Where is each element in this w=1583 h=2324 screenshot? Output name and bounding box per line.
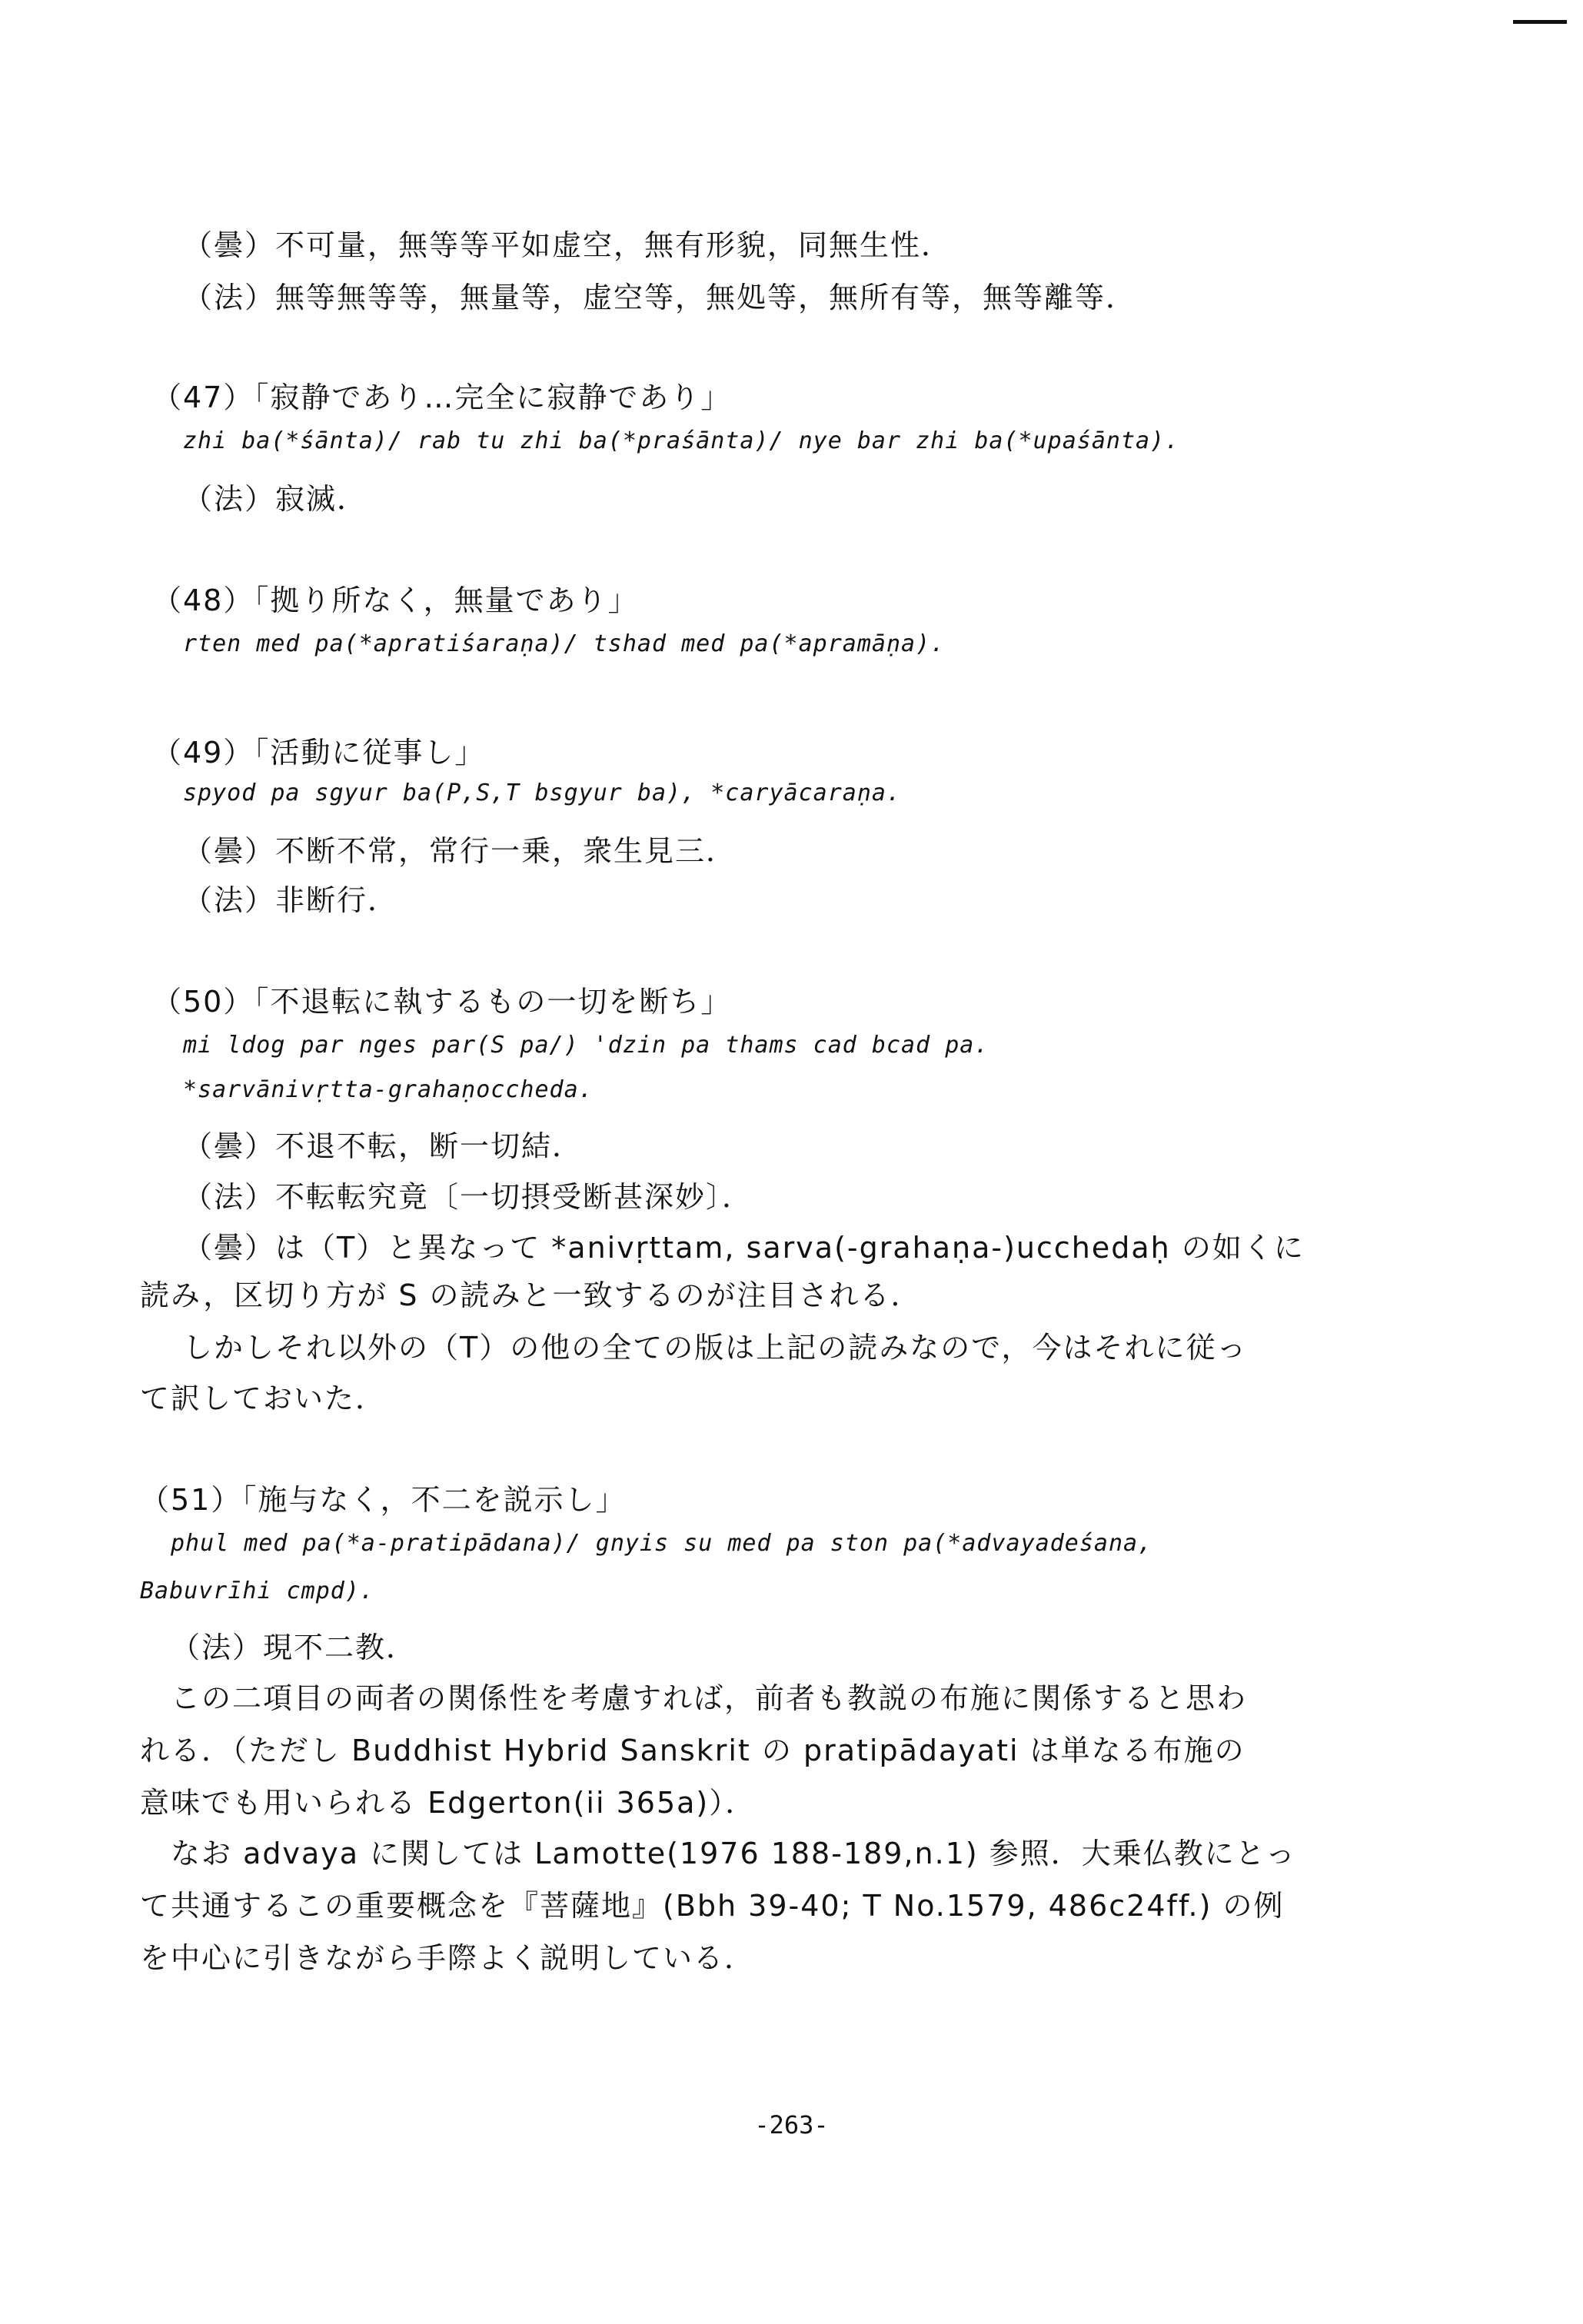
line-13: mi ldog par nges par(S pa/) 'dzin pa thams cad bcad pa. <box>183 1032 989 1059</box>
line-23: Babuvrīhi cmpd). <box>140 1578 374 1604</box>
line-14: *sarvānivṛtta-grahaṇoccheda. <box>183 1076 594 1103</box>
line-18: 読み，区切り方が S の読みと一致するのが注目される． <box>140 1278 922 1312</box>
line-21: （51）「施与なく，不二を説示し」 <box>140 1483 627 1517</box>
line-15: （曇）不退不転，断一切結． <box>183 1129 584 1163</box>
line-3: （47）「寂静であり…完全に寂静であり」 <box>152 381 732 414</box>
line-4: zhi ba(*śānta)/ rab tu zhi ba(*praśānta)/ nye bar zhi ba(*upaśānta). <box>183 427 1180 454</box>
line-6: （48）「拠り所なく，無量であり」 <box>152 583 639 617</box>
line-11: （法）非断行． <box>183 883 399 917</box>
line-25: この二項目の両者の関係性を考慮すれば，前者も教説の布施に関係すると思わ <box>171 1681 1248 1715</box>
line-20: て訳しておいた． <box>140 1381 387 1415</box>
line-10: （曇）不断不常，常行一乗，衆生見三． <box>183 834 737 868</box>
corner-mark <box>1513 20 1567 24</box>
line-27: 意味でも用いられる Edgerton(ii 365a)）． <box>140 1786 757 1820</box>
line-1: （曇）不可量，無等等平如虚空，無有形貌，同無生性． <box>183 228 953 262</box>
line-8: （49）「活動に従事し」 <box>152 736 486 770</box>
line-28: なお advaya に関しては Lamotte(1976 188-189,n.1) 参照．大乗仏教にとっ <box>171 1837 1297 1870</box>
line-22: phul med pa(*a-pratipādana)/ gnyis su med pa ston pa(*advayadeśana, <box>171 1530 1153 1557</box>
line-7: rten med pa(*apratiśaraṇa)/ tshad med pa(*apramāṇa). <box>183 630 946 657</box>
line-16: （法）不転転究竟〔一切摂受断甚深妙〕． <box>183 1180 753 1214</box>
line-17: （曇）は（T）と異なって *anivṛttam, sarva(-grahaṇa-)ucchedaḥ の如くに <box>183 1231 1305 1265</box>
line-9: spyod pa sgyur ba(P,S,T bsgyur ba), *caryācaraṇa. <box>183 780 902 806</box>
line-26: れる．（ただし Buddhist Hybrid Sanskrit の pratipādayati は単なる布施の <box>140 1734 1245 1767</box>
line-30: を中心に引きながら手際よく説明している． <box>140 1941 756 1975</box>
line-12: （50）「不退転に執するもの一切を断ち」 <box>152 985 732 1019</box>
line-29: て共通するこの重要概念を『菩薩地』(Bbh 39-40; T No.1579, 486c24ff.) の例 <box>140 1889 1285 1923</box>
page-number: -263- <box>754 2110 829 2139</box>
line-5: （法）寂滅． <box>183 482 368 516</box>
line-24: （法）現不二教． <box>171 1631 417 1664</box>
line-19: しかしそれ以外の（T）の他の全ての版は上記の読みなので，今はそれに従っ <box>183 1331 1248 1365</box>
line-2: （法）無等無等等，無量等，虚空等，無処等，無所有等，無等離等． <box>183 281 1137 314</box>
